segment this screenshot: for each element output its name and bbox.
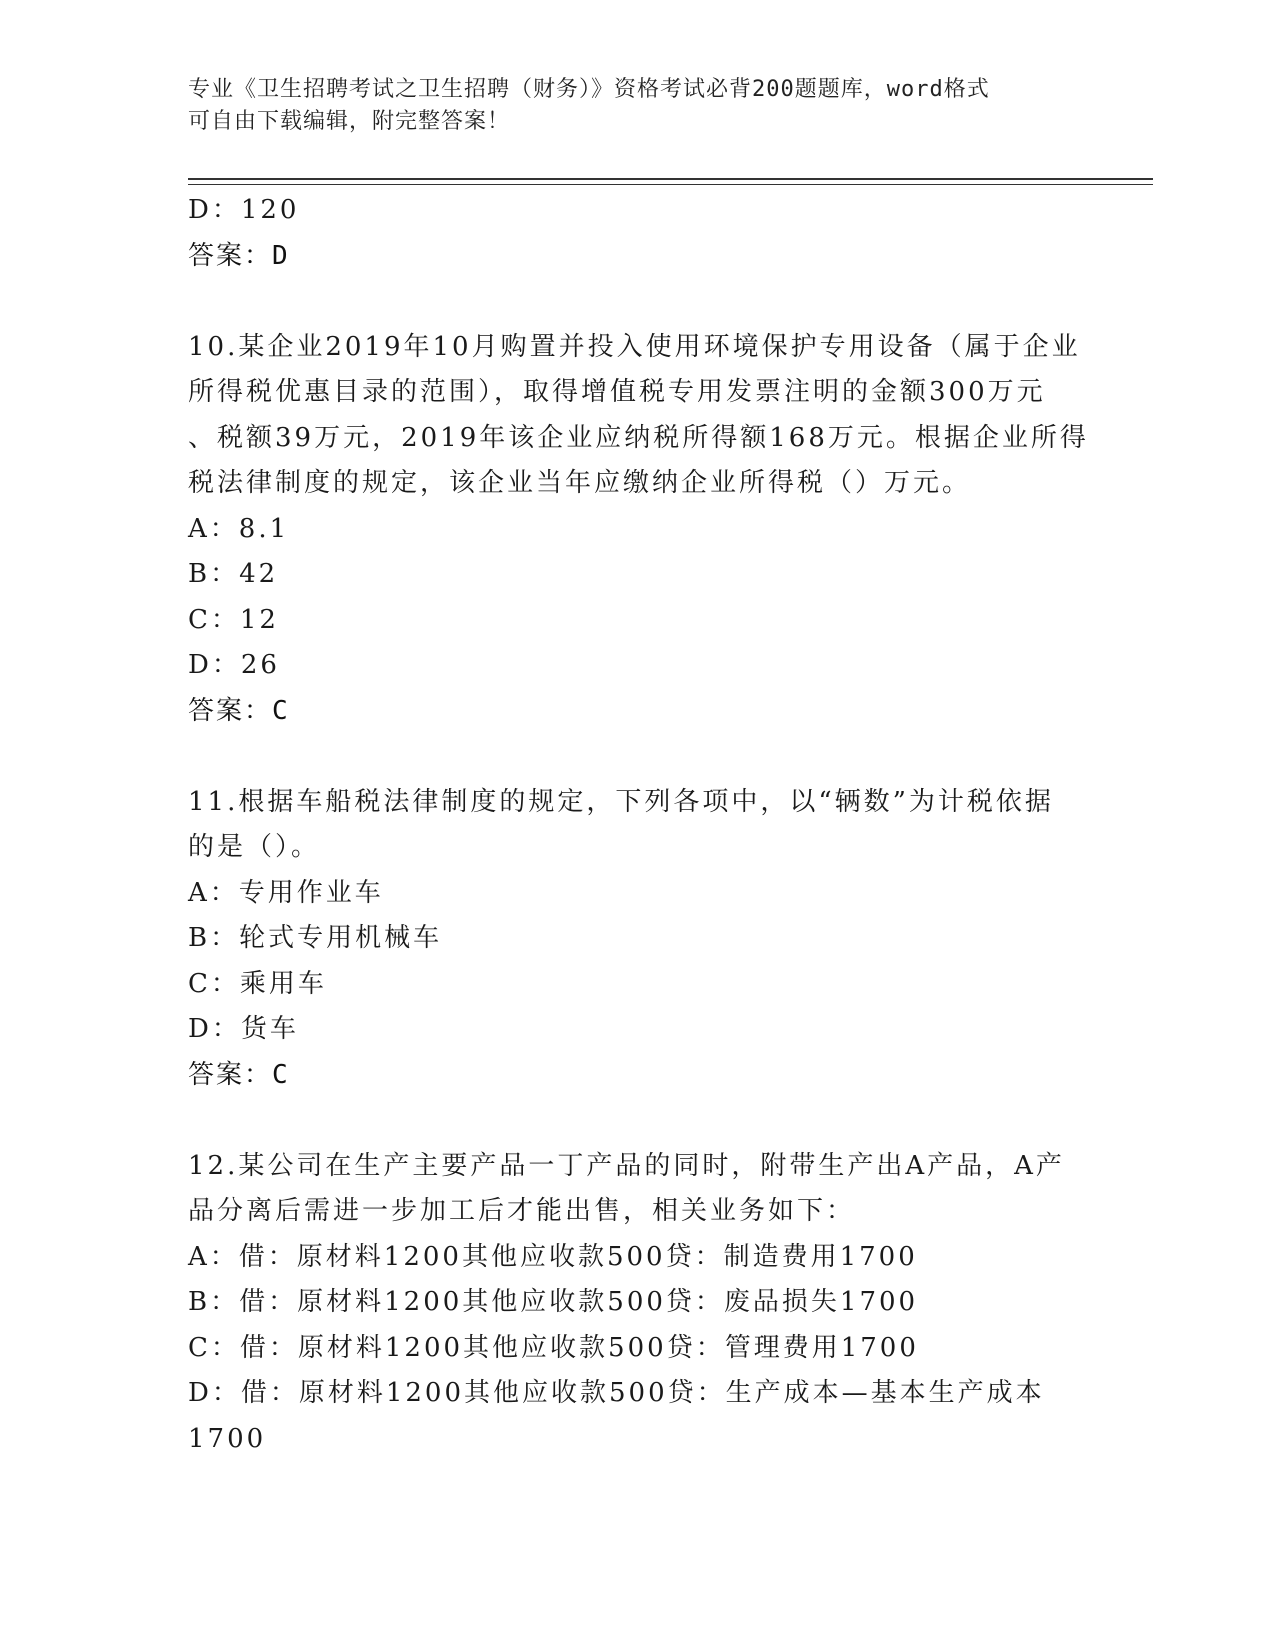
option-d-continued: 1700 [188,1423,267,1454]
previous-answer: 答案：D [188,240,290,271]
option-a: A：8.1 [188,513,290,544]
question-11 [188,780,1088,1099]
option-a: A：专用作业车 [188,877,384,908]
document-header [188,74,1068,138]
option-c: C：12 [188,604,279,635]
question-12 [188,1144,1088,1463]
option-c: C：借：原材料1200其他应收款500贷：管理费用1700 [188,1332,919,1363]
previous-option-d: D：120 [188,195,300,225]
answer: 答案：C [188,695,290,726]
option-c: C：乘用车 [188,968,327,999]
question-content [188,188,1088,1462]
option-d: D：借：原材料1200其他应收款500贷：生产成本—基本生产成本 [188,1378,1045,1408]
option-d: D：货车 [188,1014,299,1044]
spacer [188,1098,1088,1144]
option-a: A：借：原材料1200其他应收款500贷：制造费用1700 [188,1241,918,1272]
question-stem-line: 品分离后需进一步加工后才能出售，相关业务如下： [188,1196,856,1226]
header-divider-thick [188,178,1153,180]
option-b: B：42 [188,559,279,589]
spacer [188,734,1088,780]
question-10 [188,325,1088,735]
question-stem-line: 的是（）。 [188,832,321,862]
option-d: D：26 [188,650,280,680]
header-divider-thin [188,184,1153,185]
question-stem-line: 税法律制度的规定，该企业当年应缴纳企业所得税（）万元。 [188,468,972,498]
question-stem-line: 12.某公司在生产主要产品一丁产品的同时，附带生产出A产品，A产 [188,1150,1065,1181]
question-stem-line: 所得税优惠目录的范围），取得增值税专用发票注明的金额300万元 [188,377,1046,407]
spacer [188,279,1088,325]
option-b: B：轮式专用机械车 [188,923,443,953]
header-line-1: 专业《卫生招聘考试之卫生招聘（财务）》资格考试必背200题题库，word格式 [188,77,990,102]
question-stem-line: 10.某企业2019年10月购置并投入使用环境保护专用设备（属于企业 [188,331,1081,362]
question-stem-line: 、税额39万元，2019年该企业应纳税所得额168万元。根据企业所得 [188,422,1089,453]
question-stem-line: 11.根据车船税法律制度的规定，下列各项中，以“辆数”为计税依据 [188,786,1054,817]
answer: 答案：C [188,1059,290,1090]
header-line-2: 可自由下载编辑，附完整答案！ [188,109,511,134]
option-b: B：借：原材料1200其他应收款500贷：废品损失1700 [188,1287,919,1317]
